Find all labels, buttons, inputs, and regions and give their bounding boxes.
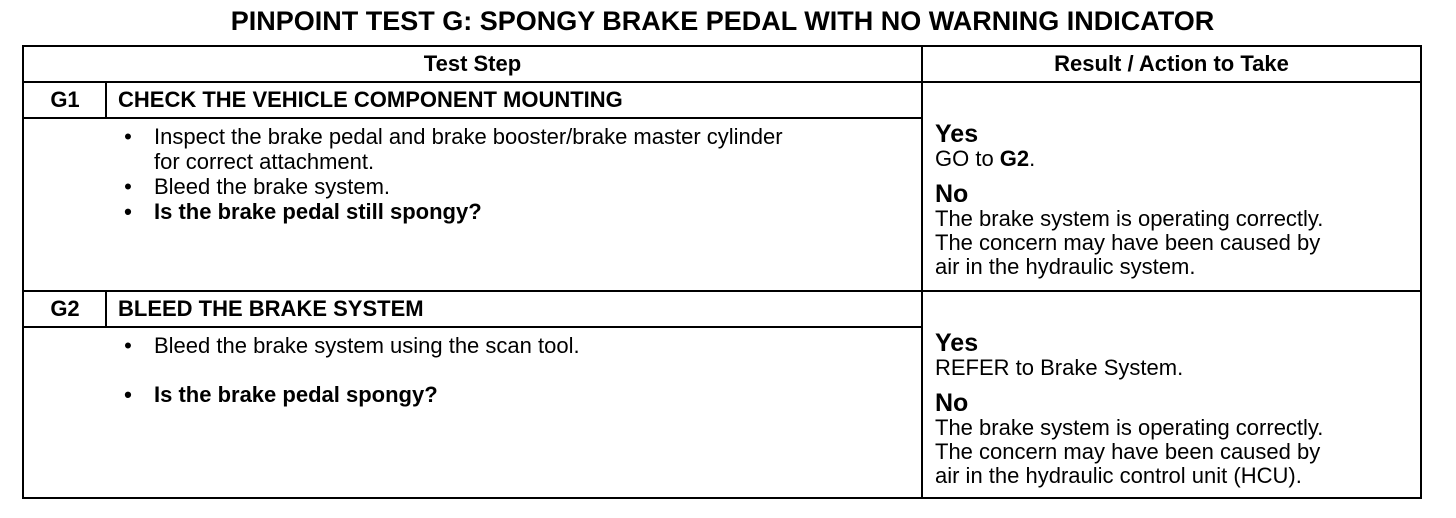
header-result: Result / Action to Take	[1054, 51, 1289, 76]
result-g2-yes-label: Yes	[935, 329, 979, 357]
step-title-g2: BLEED THE BRAKE SYSTEM	[118, 296, 424, 321]
result-g1-no-label: No	[935, 180, 969, 208]
step-instructions-g2	[118, 333, 580, 407]
list-item: • Bleed the brake system using the scan tool.	[124, 333, 580, 358]
result-g2	[935, 330, 1323, 488]
result-g1-no-line: air in the hydraulic system.	[935, 254, 1196, 279]
list-item: • Bleed the brake system.	[124, 174, 391, 199]
column-divider	[921, 47, 923, 497]
result-g1	[935, 121, 1323, 279]
step-instructions-g1	[118, 124, 783, 224]
result-g2-no-line: air in the hydraulic control unit (HCU).	[935, 463, 1302, 488]
list-item: • Is the brake pedal spongy?	[124, 382, 438, 407]
result-g1-yes-label: Yes	[935, 120, 979, 148]
header-test-step: Test Step	[423, 51, 522, 76]
result-g2-no-line: The brake system is operating correctly.	[935, 415, 1324, 440]
step-id-g2: G2	[50, 296, 80, 321]
result-g1-yes-action: GO to G2.	[935, 146, 1036, 171]
result-g2-no-line: The concern may have been caused by	[935, 439, 1321, 464]
result-g2-yes-action: REFER to Brake System.	[935, 355, 1184, 380]
g1-title-divider	[24, 117, 922, 119]
page-title: PINPOINT TEST G: SPONGY BRAKE PEDAL WITH NO WARNING INDICATOR	[230, 6, 1215, 36]
result-g1-no-line: The concern may have been caused by	[935, 230, 1321, 255]
list-item: • Inspect the brake pedal and brake booster/brake master cylinder for correct attachment.	[124, 124, 783, 174]
g2-title-divider	[24, 326, 922, 328]
result-g1-no-line: The brake system is operating correctly.	[935, 206, 1324, 231]
step-title-g1: CHECK THE VEHICLE COMPONENT MOUNTING	[118, 87, 623, 112]
step-id-g1: G1	[50, 87, 80, 112]
list-item: • Is the brake pedal still spongy?	[124, 199, 482, 224]
result-g2-no-label: No	[935, 389, 969, 417]
